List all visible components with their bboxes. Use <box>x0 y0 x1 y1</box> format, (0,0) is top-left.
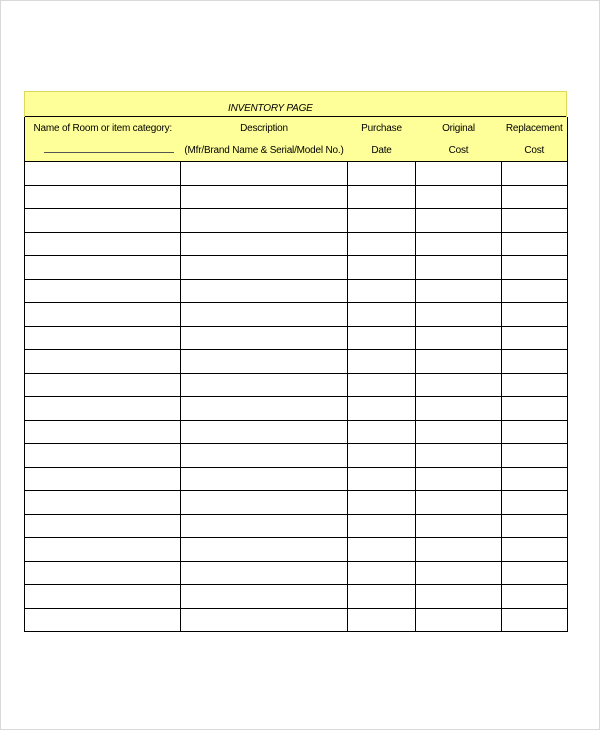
purchase-date-cell[interactable] <box>348 397 416 421</box>
description-cell[interactable] <box>181 397 348 421</box>
description-cell[interactable] <box>181 162 348 186</box>
original-cost-cell[interactable] <box>416 514 502 538</box>
table-row <box>25 608 568 632</box>
table-row <box>25 420 568 444</box>
purchase-date-cell[interactable] <box>348 326 416 350</box>
room-item-cell[interactable] <box>25 561 181 585</box>
table-row <box>25 209 568 233</box>
room-item-cell[interactable] <box>25 162 181 186</box>
description-cell[interactable] <box>181 350 348 374</box>
original-cost-cell[interactable] <box>416 209 502 233</box>
original-cost-cell[interactable] <box>416 303 502 327</box>
header-room-category: Name of Room or item category: <box>25 117 181 139</box>
replacement-cost-cell[interactable] <box>502 350 568 374</box>
room-item-cell[interactable] <box>25 467 181 491</box>
table-row <box>25 162 568 186</box>
inventory-sheet <box>24 91 567 632</box>
room-item-cell[interactable] <box>25 397 181 421</box>
replacement-cost-cell[interactable] <box>502 538 568 562</box>
room-item-cell[interactable] <box>25 373 181 397</box>
original-cost-cell[interactable] <box>416 350 502 374</box>
original-cost-cell[interactable] <box>416 491 502 515</box>
purchase-date-cell[interactable] <box>348 256 416 280</box>
original-cost-cell[interactable] <box>416 420 502 444</box>
replacement-cost-cell[interactable] <box>502 608 568 632</box>
replacement-cost-cell[interactable] <box>502 514 568 538</box>
header-purchase: Purchase <box>348 117 416 139</box>
replacement-cost-cell[interactable] <box>502 491 568 515</box>
replacement-cost-cell[interactable] <box>502 209 568 233</box>
header-original-cost: Cost <box>416 139 502 162</box>
table-row <box>25 444 568 468</box>
original-cost-cell[interactable] <box>416 232 502 256</box>
table-row <box>25 585 568 609</box>
purchase-date-cell[interactable] <box>348 303 416 327</box>
room-item-cell[interactable] <box>25 538 181 562</box>
header-purchase-date: Date <box>348 139 416 162</box>
table-row <box>25 397 568 421</box>
purchase-date-cell[interactable] <box>348 467 416 491</box>
table-row <box>25 373 568 397</box>
table-row <box>25 279 568 303</box>
original-cost-cell[interactable] <box>416 162 502 186</box>
header-original: Original <box>416 117 502 139</box>
replacement-cost-cell[interactable] <box>502 467 568 491</box>
original-cost-cell[interactable] <box>416 467 502 491</box>
table-row <box>25 303 568 327</box>
replacement-cost-cell[interactable] <box>502 256 568 280</box>
room-item-cell[interactable] <box>25 185 181 209</box>
room-item-cell[interactable] <box>25 326 181 350</box>
description-cell[interactable] <box>181 608 348 632</box>
purchase-date-cell[interactable] <box>348 232 416 256</box>
original-cost-cell[interactable] <box>416 373 502 397</box>
replacement-cost-cell[interactable] <box>502 279 568 303</box>
description-cell[interactable] <box>181 256 348 280</box>
replacement-cost-cell[interactable] <box>502 420 568 444</box>
original-cost-cell[interactable] <box>416 185 502 209</box>
table-row <box>25 256 568 280</box>
replacement-cost-cell[interactable] <box>502 444 568 468</box>
description-cell[interactable] <box>181 373 348 397</box>
table-row <box>25 491 568 515</box>
purchase-date-cell[interactable] <box>348 514 416 538</box>
replacement-cost-cell[interactable] <box>502 585 568 609</box>
description-cell[interactable] <box>181 467 348 491</box>
table-row <box>25 185 568 209</box>
page-title: INVENTORY PAGE <box>228 103 313 114</box>
purchase-date-cell[interactable] <box>348 209 416 233</box>
table-row <box>25 326 568 350</box>
description-cell[interactable] <box>181 326 348 350</box>
description-cell[interactable] <box>181 303 348 327</box>
description-cell[interactable] <box>181 585 348 609</box>
header-replacement: Replacement <box>502 117 568 139</box>
replacement-cost-cell[interactable] <box>502 326 568 350</box>
room-item-cell[interactable] <box>25 256 181 280</box>
replacement-cost-cell[interactable] <box>502 303 568 327</box>
room-item-cell[interactable] <box>25 209 181 233</box>
room-item-cell[interactable] <box>25 350 181 374</box>
original-cost-cell[interactable] <box>416 538 502 562</box>
description-cell[interactable] <box>181 514 348 538</box>
original-cost-cell[interactable] <box>416 608 502 632</box>
replacement-cost-cell[interactable] <box>502 397 568 421</box>
header-description-sub: (Mfr/Brand Name & Serial/Model No.) <box>181 139 348 162</box>
purchase-date-cell[interactable] <box>348 162 416 186</box>
replacement-cost-cell[interactable] <box>502 185 568 209</box>
title-divider <box>25 116 566 117</box>
table-body <box>25 162 568 632</box>
purchase-date-cell[interactable] <box>348 185 416 209</box>
description-cell[interactable] <box>181 185 348 209</box>
room-item-cell[interactable] <box>25 303 181 327</box>
original-cost-cell[interactable] <box>416 279 502 303</box>
purchase-date-cell[interactable] <box>348 444 416 468</box>
purchase-date-cell[interactable] <box>348 491 416 515</box>
purchase-date-cell[interactable] <box>348 538 416 562</box>
table-row <box>25 514 568 538</box>
original-cost-cell[interactable] <box>416 444 502 468</box>
room-item-cell[interactable] <box>25 279 181 303</box>
replacement-cost-cell[interactable] <box>502 561 568 585</box>
table-header <box>25 117 568 162</box>
room-item-cell[interactable] <box>25 491 181 515</box>
header-replacement-cost: Cost <box>502 139 568 162</box>
replacement-cost-cell[interactable] <box>502 373 568 397</box>
purchase-date-cell[interactable] <box>348 350 416 374</box>
header-description: Description <box>181 117 348 139</box>
room-item-cell[interactable] <box>25 232 181 256</box>
purchase-date-cell[interactable] <box>348 420 416 444</box>
replacement-cost-cell[interactable] <box>502 232 568 256</box>
description-cell[interactable] <box>181 491 348 515</box>
description-cell[interactable] <box>181 561 348 585</box>
original-cost-cell[interactable] <box>416 256 502 280</box>
original-cost-cell[interactable] <box>416 326 502 350</box>
purchase-date-cell[interactable] <box>348 373 416 397</box>
description-cell[interactable] <box>181 232 348 256</box>
description-cell[interactable] <box>181 209 348 233</box>
description-cell[interactable] <box>181 538 348 562</box>
description-cell[interactable] <box>181 420 348 444</box>
purchase-date-cell[interactable] <box>348 585 416 609</box>
purchase-date-cell[interactable] <box>348 279 416 303</box>
table-row <box>25 467 568 491</box>
purchase-date-cell[interactable] <box>348 608 416 632</box>
table-row <box>25 350 568 374</box>
room-item-cell[interactable] <box>25 444 181 468</box>
original-cost-cell[interactable] <box>416 397 502 421</box>
table-row <box>25 538 568 562</box>
inventory-table <box>24 117 568 632</box>
replacement-cost-cell[interactable] <box>502 162 568 186</box>
room-item-cell[interactable] <box>25 420 181 444</box>
original-cost-cell[interactable] <box>416 561 502 585</box>
purchase-date-cell[interactable] <box>348 561 416 585</box>
original-cost-cell[interactable] <box>416 585 502 609</box>
room-item-cell[interactable] <box>25 585 181 609</box>
table-row <box>25 232 568 256</box>
description-cell[interactable] <box>181 444 348 468</box>
table-row <box>25 561 568 585</box>
room-category-blank-line[interactable] <box>25 139 181 162</box>
title-band <box>24 91 567 117</box>
room-item-cell[interactable] <box>25 608 181 632</box>
description-cell[interactable] <box>181 279 348 303</box>
room-item-cell[interactable] <box>25 514 181 538</box>
